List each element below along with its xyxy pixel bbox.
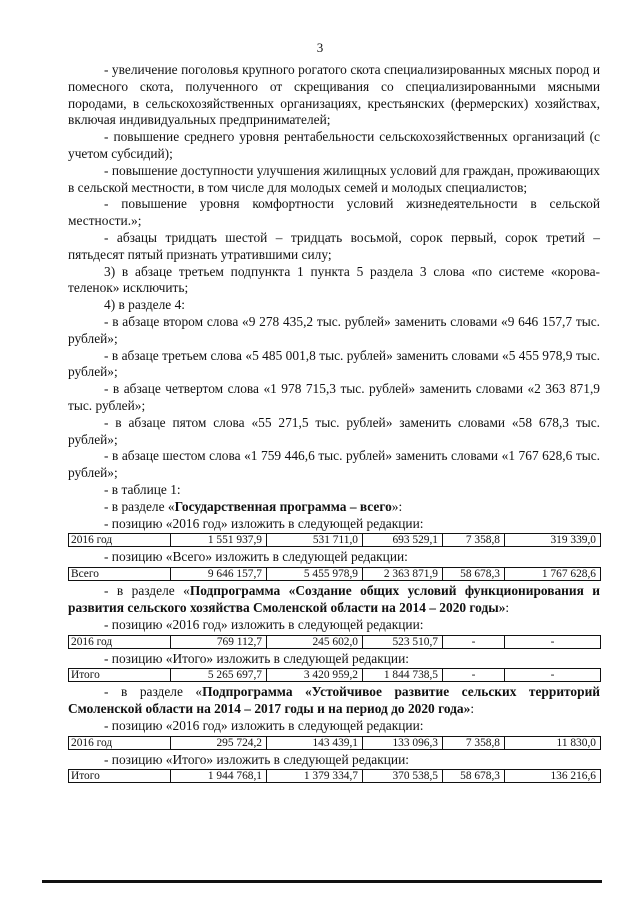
document-body xyxy=(68,62,600,785)
replacement-table-2016-subprogram-2 xyxy=(68,736,601,750)
table-cell: 319 339,0 xyxy=(505,534,601,547)
table-cell: 58 678,3 xyxy=(443,568,505,581)
section-heading xyxy=(68,684,600,718)
replacement-table-total-program xyxy=(68,567,601,581)
replacement-table-total-subprogram-1 xyxy=(68,668,601,682)
section-heading xyxy=(68,499,600,516)
paragraph: - в абзаце пятом слова «55 271,5 тыс. рублей» заменить словами «58 678,3 тыс. рублей»; xyxy=(68,414,600,447)
table-cell: 7 358,8 xyxy=(443,534,505,547)
table-cell: Итого xyxy=(69,770,171,783)
table-row xyxy=(69,770,601,783)
table-cell: 1 551 937,9 xyxy=(171,534,267,547)
table-cell: 693 529,1 xyxy=(363,534,443,547)
replacement-table-2016-program xyxy=(68,533,601,547)
table-cell: Итого xyxy=(69,669,171,682)
paragraph: - в абзаце шестом слова «1 759 446,6 тыс. рублей» заменить словами «1 767 628,6 тыс. рублей»; xyxy=(68,448,600,481)
table-cell: 2 363 871,9 xyxy=(363,568,443,581)
section-suffix: »: xyxy=(391,498,403,514)
paragraph: - увеличение поголовья крупного рогатого скота специализированных мясных пород и помесного скота, полученного от скрещивания со специализированными мясными породами, в сельскохозяйственных организациях, крестьянских (фермерских) хозяйствах, включая индивидуальных предпринимателей; xyxy=(68,62,600,128)
section-prefix: - в разделе « xyxy=(104,498,175,514)
table-row xyxy=(69,568,601,581)
table-cell: 1 944 768,1 xyxy=(171,770,267,783)
paragraph: 3) в абзаце третьем подпункта 1 пункта 5 раздела 3 слова «по системе «корова-теленок» исключить; xyxy=(68,263,600,296)
table-cell: Всего xyxy=(69,568,171,581)
table-cell: 5 265 697,7 xyxy=(171,669,267,682)
footer-rule xyxy=(42,880,602,883)
table-cell: 11 830,0 xyxy=(505,736,601,749)
table-cell: 136 216,6 xyxy=(505,770,601,783)
table-cell: 531 711,0 xyxy=(267,534,363,547)
paragraph: - повышение уровня комфортности условий жизнедеятельности в сельской местности.»; xyxy=(68,196,600,229)
paragraph: - абзацы тридцать шестой – тридцать восьмой, сорок первый, сорок третий – пятьдесят пятый признать утратившими силу; xyxy=(68,229,600,262)
paragraph: - повышение доступности улучшения жилищных условий для граждан, проживающих в сельской местности, в том числе для молодых семей и молодых специалистов; xyxy=(68,162,600,195)
section-title: Подпрограмма «Создание общих условий функционирования и развития сельского хозяйства Смоленской области на 2014 – 2020 годы» xyxy=(68,583,600,615)
table-row xyxy=(69,635,601,648)
table-cell: 2016 год xyxy=(69,736,171,749)
paragraph: - повышение среднего уровня рентабельности сельскохозяйственных организаций (с учетом субсидий); xyxy=(68,129,600,161)
table-cell: 2016 год xyxy=(69,534,171,547)
replacement-table-total-subprogram-2 xyxy=(68,769,601,783)
table-row xyxy=(69,736,601,749)
table-cell: 1 844 738,5 xyxy=(363,669,443,682)
paragraph: - позицию «Итого» изложить в следующей редакции: xyxy=(104,650,409,666)
paragraph: - в абзаце втором слова «9 278 435,2 тыс. рублей» заменить словами «9 646 157,7 тыс. рублей»; xyxy=(68,313,600,346)
paragraph: - позицию «Итого» изложить в следующей редакции: xyxy=(104,751,409,767)
table-row xyxy=(69,669,601,682)
table-cell: 769 112,7 xyxy=(171,635,267,648)
table-cell: - xyxy=(443,669,505,682)
table-cell: 143 439,1 xyxy=(267,736,363,749)
section-title: Подпрограмма «Устойчивое развитие сельских территорий Смоленской области на 2014 – 2017 годы и на период до 2020 года» xyxy=(68,684,601,717)
paragraph: - в абзаце третьем слова «5 485 001,8 тыс. рублей» заменить словами «5 455 978,9 тыс. рублей»; xyxy=(68,347,600,380)
table-cell: 2016 год xyxy=(69,635,171,648)
table-cell: 370 538,5 xyxy=(363,770,443,783)
paragraph: - в абзаце четвертом слова «1 978 715,3 тыс. рублей» заменить словами «2 363 871,9 тыс. рублей»; xyxy=(68,381,600,413)
table-cell: - xyxy=(443,635,505,648)
paragraph: - позицию «2016 год» изложить в следующей редакции: xyxy=(104,717,424,733)
section-suffix: : xyxy=(470,701,475,717)
paragraph: 4) в разделе 4: xyxy=(104,297,186,313)
paragraph: - позицию «Всего» изложить в следующей редакции: xyxy=(104,549,408,565)
replacement-table-2016-subprogram-1 xyxy=(68,635,601,649)
section-title: Государственная программа – всего xyxy=(174,498,392,514)
table-cell: 5 455 978,9 xyxy=(267,568,363,581)
table-cell: 58 678,3 xyxy=(443,770,505,783)
table-cell: 523 510,7 xyxy=(363,635,443,648)
table-cell: 245 602,0 xyxy=(267,635,363,648)
table-cell: 7 358,8 xyxy=(443,736,505,749)
section-heading xyxy=(68,583,600,617)
page-number: 3 xyxy=(316,40,324,55)
section-prefix: - в разделе « xyxy=(104,684,203,700)
table-cell: 9 646 157,7 xyxy=(171,568,267,581)
table-cell: 295 724,2 xyxy=(171,736,267,749)
paragraph: - позицию «2016 год» изложить в следующей редакции: xyxy=(104,616,424,632)
table-cell: 1 379 334,7 xyxy=(267,770,363,783)
paragraph: - в таблице 1: xyxy=(104,481,181,497)
table-cell: 133 096,3 xyxy=(363,736,443,749)
paragraph: - позицию «2016 год» изложить в следующей редакции: xyxy=(104,515,424,531)
section-suffix: : xyxy=(505,599,510,615)
table-cell: - xyxy=(505,669,601,682)
table-row xyxy=(69,534,601,547)
table-cell: - xyxy=(505,635,601,648)
table-cell: 1 767 628,6 xyxy=(505,568,601,581)
section-prefix: - в разделе « xyxy=(104,583,190,599)
table-cell: 3 420 959,2 xyxy=(267,669,363,682)
